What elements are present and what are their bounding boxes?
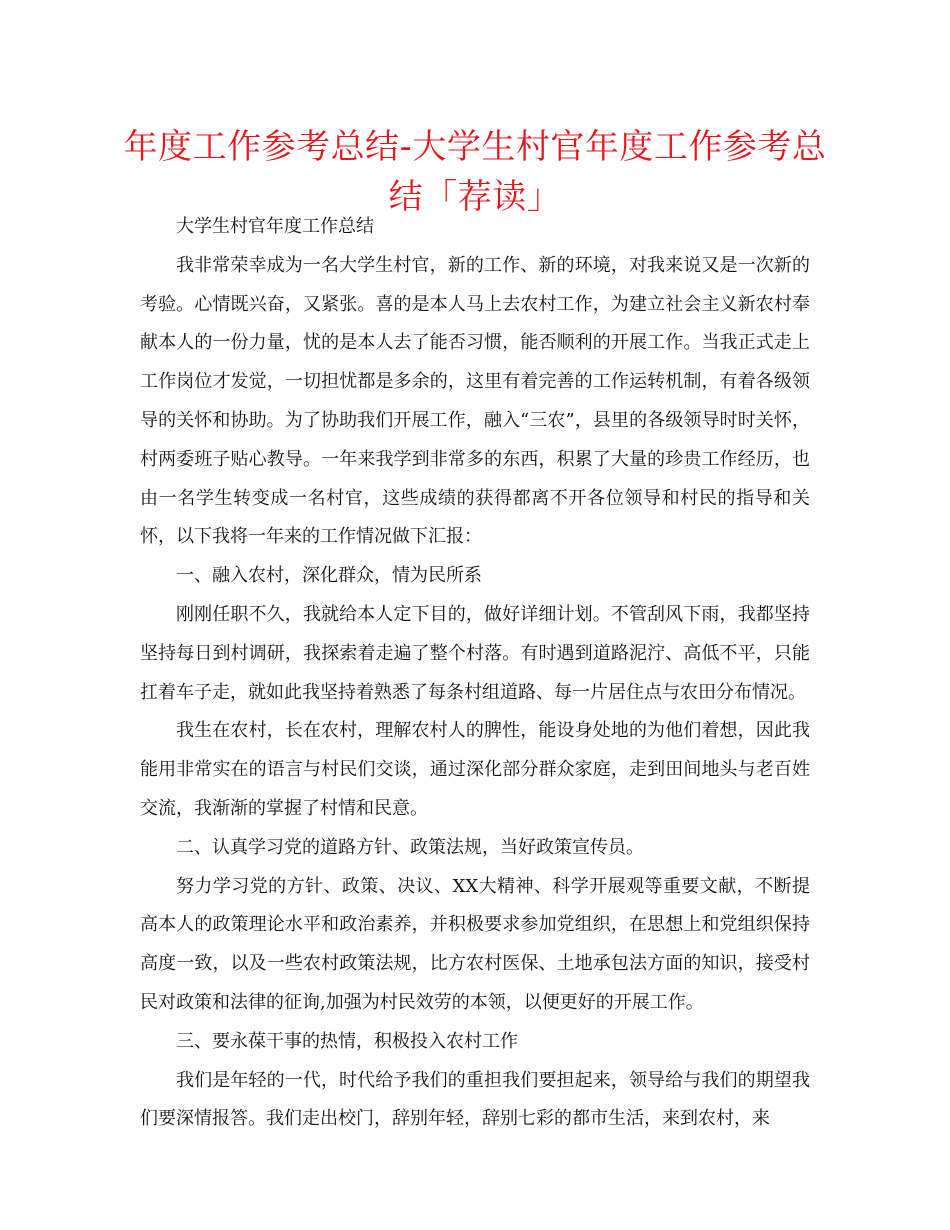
- document-title: 年度工作参考总结-大学生村官年度工作参考总结「荐读」: [123, 127, 827, 217]
- section-1-paragraph-2: 我生在农村，长在农村，理解农村人的脾性，能设身处地的为他们着想，因此我能用非常实在的语言与村民们交谈，通过深化部分群众家庭，走到田间地头与老百姓交流，我渐渐的掌握了村情和民意。: [140, 720, 810, 819]
- section-heading-2: 二、认真学习党的道路方针、政策法规，当好政策宣传员。: [176, 836, 644, 858]
- subtitle-paragraph: 大学生村官年度工作总结: [176, 216, 374, 237]
- section-1-paragraph-1: 刚刚任职不久，我就给本人定下目的，做好详细计划。不管刮风下雨，我都坚持坚持每日到村调研，我探索着走遍了整个村落。有时遇到道路泥泞、高低不平，只能扛着车子走，就如此我坚持着熟悉了每条村组道路、每一片居住点与农田分布情况。: [140, 603, 810, 703]
- document-body: [140, 208, 810, 1139]
- section-2-paragraph-1: 努力学习党的方针、政策、决议、XX大精神、科学开展观等重要文献，不断提高本人的政策理论水平和政治素养，并积极要求参加党组织，在思想上和党组织保持高度一致，以及一些农村政策法规，比方农村医保、土地承包法方面的知识，接受村民对政策和法律的征询,加强为村民效劳的本领，以便更好的开展工作。: [140, 875, 810, 1013]
- section-heading-1: 一、融入农村，深化群众，情为民所系: [176, 565, 482, 587]
- section-heading-3: 三、要永葆干事的热情，积极投入农村工作: [176, 1030, 518, 1052]
- section-3-paragraph-1: 我们是年轻的一代，时代给予我们的重担我们要担起来，领导给与我们的期望我们要深情报答。我们走出校门，辞别年轻，辞别七彩的都市生活，来到农村，来: [140, 1069, 810, 1130]
- intro-paragraph: 我非常荣幸成为一名大学生村官，新的工作、新的环境，对我来说又是一次新的考验。心情既兴奋，又紧张。喜的是本人马上去农村工作，为建立社会主义新农村奉献本人的一份力量，忧的是本人去了能否习惯，能否顺利的开展工作。当我正式走上工作岗位才发觉，一切担忧都是多余的，这里有着完善的工作运转机制，有着各级领导的关怀和协助。为了协助我们开展工作，融入“三农”，县里的各级领导时时关怀，村两委班子贴心教导。一年来我学到非常多的东西，积累了大量的珍贵工作经历，也由一名学生转变成一名村官，这些成绩的获得都离不开各位领导和村民的指导和关怀，以下我将一年来的工作情况做下汇报：: [140, 254, 810, 548]
